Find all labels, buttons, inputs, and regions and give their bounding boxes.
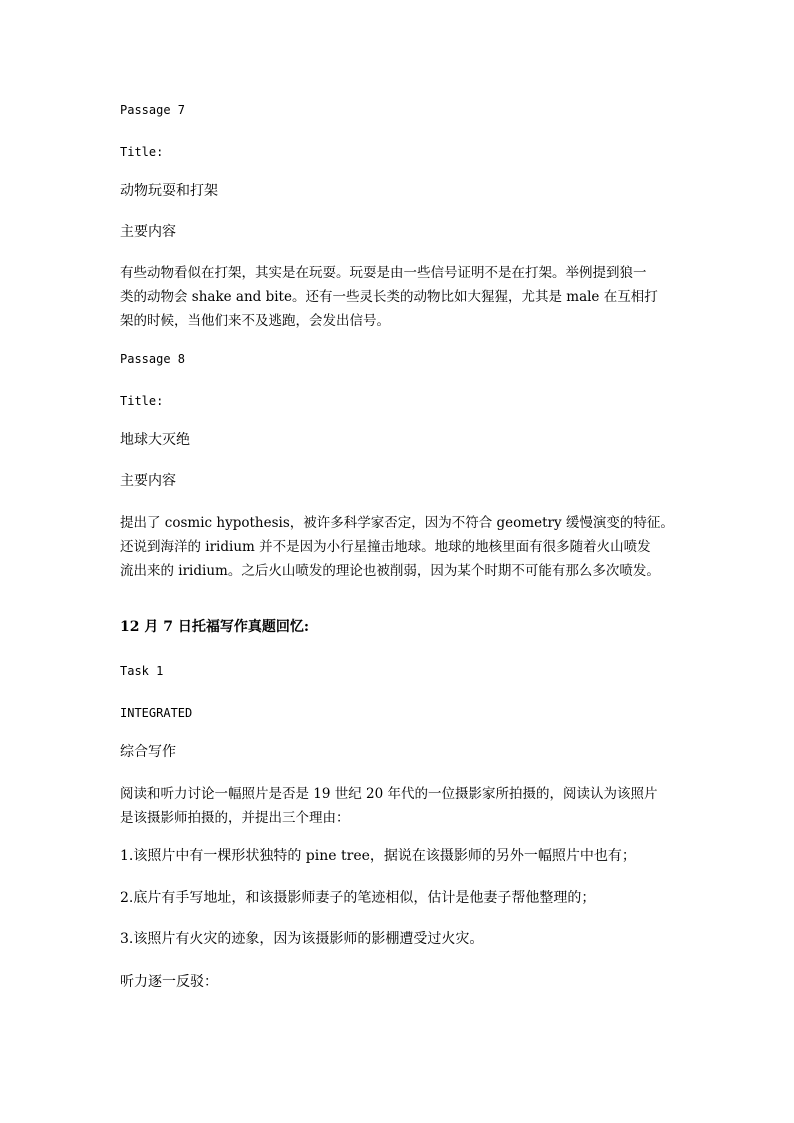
reason-2: 2.底片有手写地址，和该摄影师妻子的笔迹相似，估计是他妻子帮他整理的；	[120, 890, 596, 906]
passage7-content-line: 有些动物看似在打架，其实是在玩耍。玩耍是由一些信号证明不是在打架。举例提到狼一	[120, 265, 647, 281]
passage8-content-line: 流出来的 iridium。之后火山喷发的理论也被削弱，因为某个时期不可能有那么多次喷发。	[120, 563, 660, 579]
writing-heading: 12 月 7 日托福写作真题回忆:	[120, 619, 310, 635]
passage7-label: Passage 7	[120, 103, 186, 117]
passage8-content-line: 还说到海洋的 iridium 并不是因为小行星撞击地球。地球的地核里面有很多随着火山喷发	[120, 539, 651, 555]
task-type-cn: 综合写作	[120, 744, 176, 760]
passage8-label: Passage 8	[120, 352, 186, 366]
passage7-title: 动物玩耍和打架	[120, 183, 218, 199]
task-label: Task 1	[120, 664, 164, 678]
passage8-title: 地球大灭绝	[120, 432, 190, 448]
reason-1: 1.该照片中有一棵形状独特的 pine tree，据说在该摄影师的另外一幅照片中也有；	[120, 848, 636, 864]
reason-3: 3.该照片有火灾的迹象，因为该摄影师的影棚遭受过火灾。	[120, 931, 484, 947]
passage8-main-label: 主要内容	[120, 473, 176, 489]
passage8-content	[120, 511, 680, 583]
rebuttal-label: 听力逐一反驳：	[120, 974, 218, 990]
passage8-title-label: Title:	[120, 394, 164, 408]
passage7-content-line: 类的动物会 shake and bite。还有一些灵长类的动物比如大猩猩，尤其是 male 在互相打	[120, 289, 658, 305]
task-intro-line: 是该摄影师拍摄的，并提出三个理由：	[120, 810, 350, 826]
passage8-content-line: 提出了 cosmic hypothesis，被许多科学家否定，因为不符合 geometry 缓慢演变的特征。	[120, 515, 674, 531]
task-intro	[120, 782, 680, 830]
passage7-content	[120, 261, 680, 333]
task-intro-line: 阅读和听力讨论一幅照片是否是 19 世纪 20 年代的一位摄影家所拍摄的，阅读认为该照片	[120, 786, 658, 802]
passage7-title-label: Title:	[120, 145, 164, 159]
passage7-main-label: 主要内容	[120, 224, 176, 240]
passage7-content-line: 架的时候，当他们来不及逃跑，会发出信号。	[120, 313, 390, 329]
task-type-en: INTEGRATED	[120, 706, 193, 720]
